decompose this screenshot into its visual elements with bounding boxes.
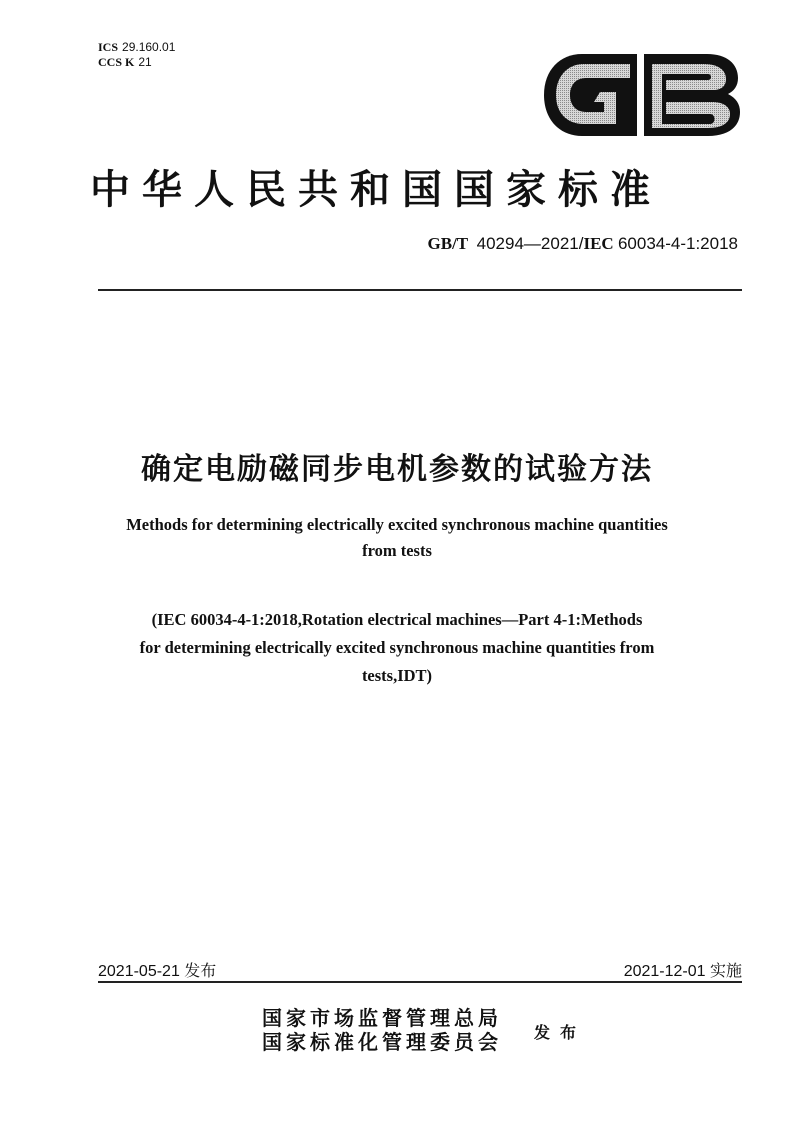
publisher-1: 国家市场监督管理总局 xyxy=(262,1006,502,1030)
iec-number-value: 60034-4-1:2018 xyxy=(617,234,738,253)
ics-label: ICS xyxy=(98,40,119,54)
header-divider xyxy=(98,289,742,291)
ics-value: 29.160.01 xyxy=(122,40,176,54)
classification-codes xyxy=(98,40,175,70)
publisher-2: 国家标准化管理委员会 xyxy=(262,1030,502,1054)
ccs-label: CCS K xyxy=(98,55,135,69)
english-title-line-2: from tests xyxy=(362,541,432,560)
standard-number xyxy=(300,234,738,254)
chinese-title: 确定电励磁同步电机参数的试验方法 xyxy=(141,452,653,487)
adoption-line-2: for determining electrically excited synchronous machine quantities from xyxy=(139,638,655,657)
standard-prefix: GB/T xyxy=(427,234,469,253)
ics-code xyxy=(98,40,175,55)
national-standard-title: 中华人民共和国国家标准 xyxy=(90,166,662,213)
implementation-date: 2021-12-01 实施 xyxy=(623,963,742,980)
ccs-code xyxy=(98,55,175,70)
adoption-statement xyxy=(60,606,734,690)
gb-logo-icon xyxy=(542,52,742,138)
issue-date: 2021-05-21 发布 xyxy=(98,963,217,980)
adoption-line-1: (IEC 60034-4-1:2018,Rotation electrical machines—Part 4-1:Methods xyxy=(151,610,643,629)
footer-divider xyxy=(98,981,742,983)
english-title xyxy=(60,512,734,564)
iec-prefix: IEC xyxy=(583,234,614,253)
standard-number-value: 40294—2021/ xyxy=(476,234,584,253)
ccs-value: 21 xyxy=(138,55,152,69)
english-title-line-1: Methods for determining electrically excited synchronous machine quantities xyxy=(126,515,668,534)
publish-label: 发布 xyxy=(534,1023,587,1042)
adoption-line-3: tests,IDT) xyxy=(361,666,433,685)
publishers xyxy=(262,1006,502,1054)
